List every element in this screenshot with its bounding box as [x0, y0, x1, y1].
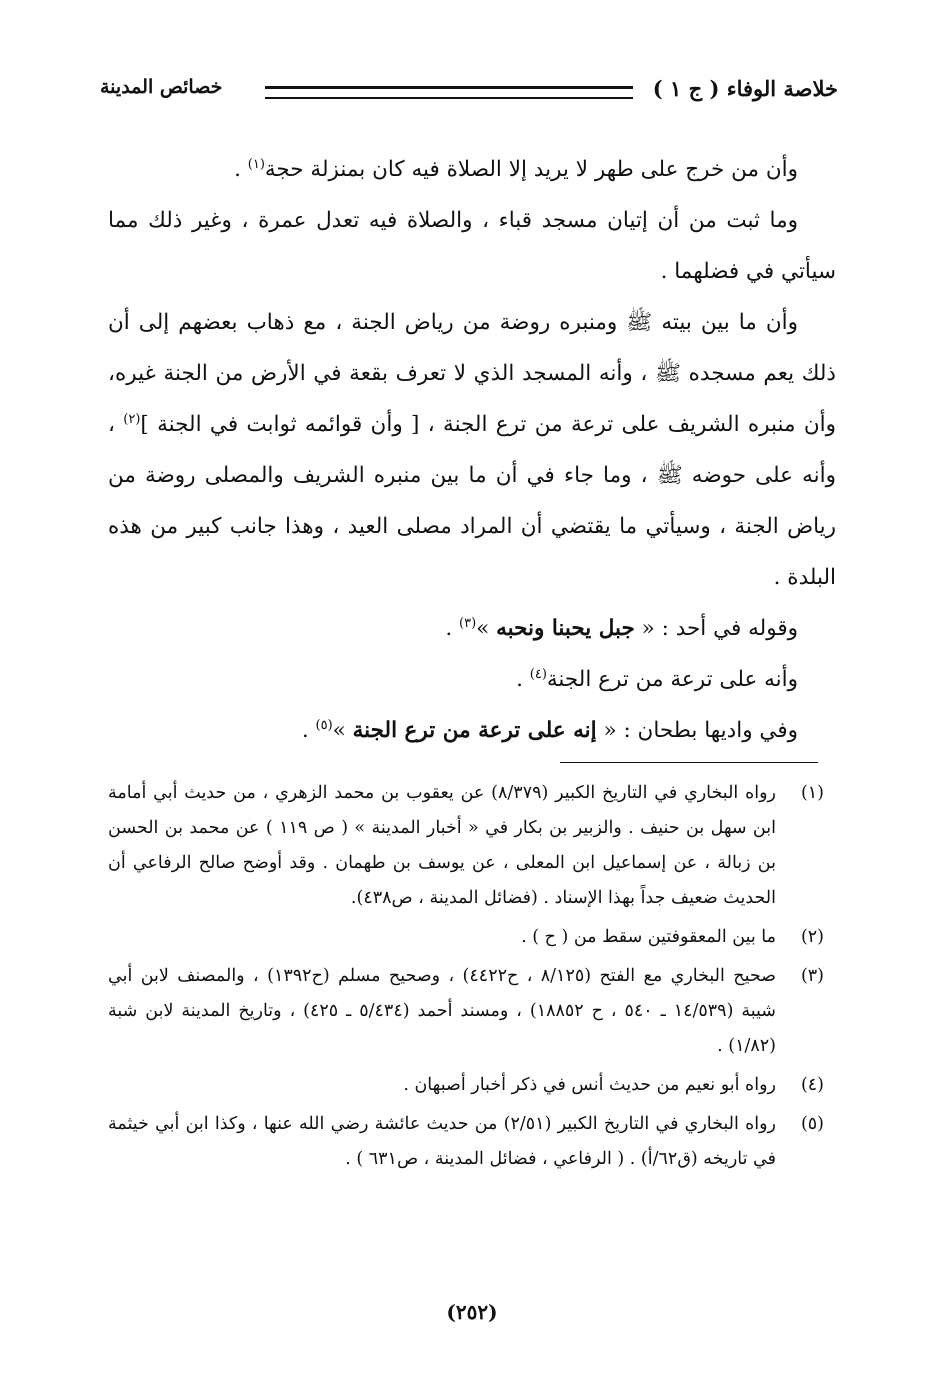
hadith-quote-2: إنه على ترعة من ترع الجنة [352, 718, 597, 743]
hadith-quote-1: جبل يحبنا ونحبه [496, 616, 635, 641]
footnote-number: (٣) [800, 966, 824, 986]
paragraph-4 [108, 603, 836, 654]
paragraph-5-text: وأنه على ترعة من ترع الجنة [546, 667, 798, 692]
paragraph-6 [108, 705, 836, 756]
footnote-3 [108, 959, 824, 1064]
paragraph-4-end: . [445, 616, 459, 641]
running-header [100, 72, 838, 112]
paragraph-5 [108, 654, 836, 705]
footnote-ref-4: (٤) [529, 666, 547, 682]
footnote-text: رواه أبو نعيم من حديث أنس في ذكر أخبار أصبهان . [403, 1075, 776, 1095]
header-double-rule [265, 86, 633, 99]
footnote-number: (٢) [800, 927, 824, 947]
footnote-text: ما بين المعقوفتين سقط من ( ح ) . [521, 927, 776, 947]
section-title: خصائص المدينة [100, 76, 223, 98]
main-text [108, 144, 836, 756]
footnote-text: رواه البخاري في التاريخ الكبير (٢/٥١) من حديث عائشة رضي الله عنها ، وكذا ابن أبي خيثمة في تاريخه (ق٦٢/أ) . ( الرفاعي ، فضائل المدينة ، ص٦٣١ ) . [108, 1114, 777, 1169]
paragraph-5-end: . [516, 667, 530, 692]
book-title: خلاصة الوفاء ( ج ١ ) [652, 76, 838, 101]
footnote-5 [108, 1107, 824, 1177]
footnote-2 [108, 920, 824, 955]
footnote-ref-1: (١) [247, 156, 265, 172]
paragraph-1-text: وأن من خرج على طهر لا يريد إلا الصلاة فيه كان بمنزلة حجة [264, 157, 798, 182]
footnote-ref-2: (٢) [123, 411, 141, 427]
footnote-number: (٥) [800, 1114, 824, 1134]
paragraph-2: وما ثبت من أن إتيان مسجد قباء ، والصلاة فيه تعدل عمرة ، وغير ذلك مما سيأتي في فضلهما . [108, 208, 836, 284]
paragraph-1 [108, 144, 836, 195]
paragraph-1-end: . [234, 157, 248, 182]
paragraph-6-text-a: وفي واديها بطحان : « [596, 718, 798, 743]
footnote-text: صحيح البخاري مع الفتح (٨/١٢٥ ، ح٤٤٢٢) ، وصحيح مسلم (ح١٣٩٢) ، والمصنف لابن أبي شيبة (١٤/٥٣٩ ـ ٥٤٠ ، ح ١٨٨٥٢) ، ومسند أحمد (٥/٤٣٤ ـ ٤٢٥) ، وتاريخ المدينة لابن شبة (١/٨٢) . [108, 966, 777, 1056]
footnote-number: (١) [800, 783, 824, 803]
footnotes [108, 776, 824, 1177]
paragraph-6-end: . [301, 718, 316, 743]
paragraph-4-text-b: » [476, 616, 497, 641]
footnote-1 [108, 776, 824, 916]
paragraph-6-text-b: » [332, 718, 353, 743]
footnote-text: رواه البخاري في التاريخ الكبير (٨/٣٧٩) عن يعقوب بن محمد الزهري ، من حديث أبي أمامة ابن سهل بن حنيف . والزبير بن بكار في « أخبار المدينة » ( ص ١١٩ ) عن محمد بن الحسن بن زبالة ، عن إسماعيل ابن المعلى ، عن يوسف بن طهمان . وقد أوضح صالح الرفاعي أن الحديث ضعيف جداً بهذا الإسناد . (فضائل المدينة ، ص٤٣٨). [108, 783, 777, 908]
paragraph-4-text-a: وقوله في أحد : « [634, 616, 798, 641]
page-number: (٢٥٢) [446, 1300, 498, 1324]
paragraph-3-text-a: وأن ما بين بيته ﷺ ومنبره روضة من رياض الجنة ، مع ذهاب بعضهم إلى أن ذلك يعم مسجده ﷺ ، وأنه المسجد الذي لا تعرف بقعة في الأرض من الجنة غيره، وأن منبره الشريف على ترعة من ترع الجنة ، [ وأن قوائمه ثوابت في الجنة ] [108, 310, 836, 437]
footnote-number: (٤) [800, 1075, 824, 1095]
footnote-ref-3: (٣) [459, 615, 477, 631]
footnote-4 [108, 1068, 824, 1103]
paragraph-3-text-b: ، وأنه على حوضه ﷺ ، وما جاء في أن ما بين منبره الشريف والمصلى روضة من رياض الجنة ، وسيأتي ما يقتضي أن المراد مصلى العيد ، وهذا جانب كبير من هذه البلدة . [108, 412, 836, 590]
footnote-ref-5: (٥) [315, 717, 333, 733]
paragraph-3 [108, 297, 836, 603]
footnote-separator [560, 762, 818, 763]
